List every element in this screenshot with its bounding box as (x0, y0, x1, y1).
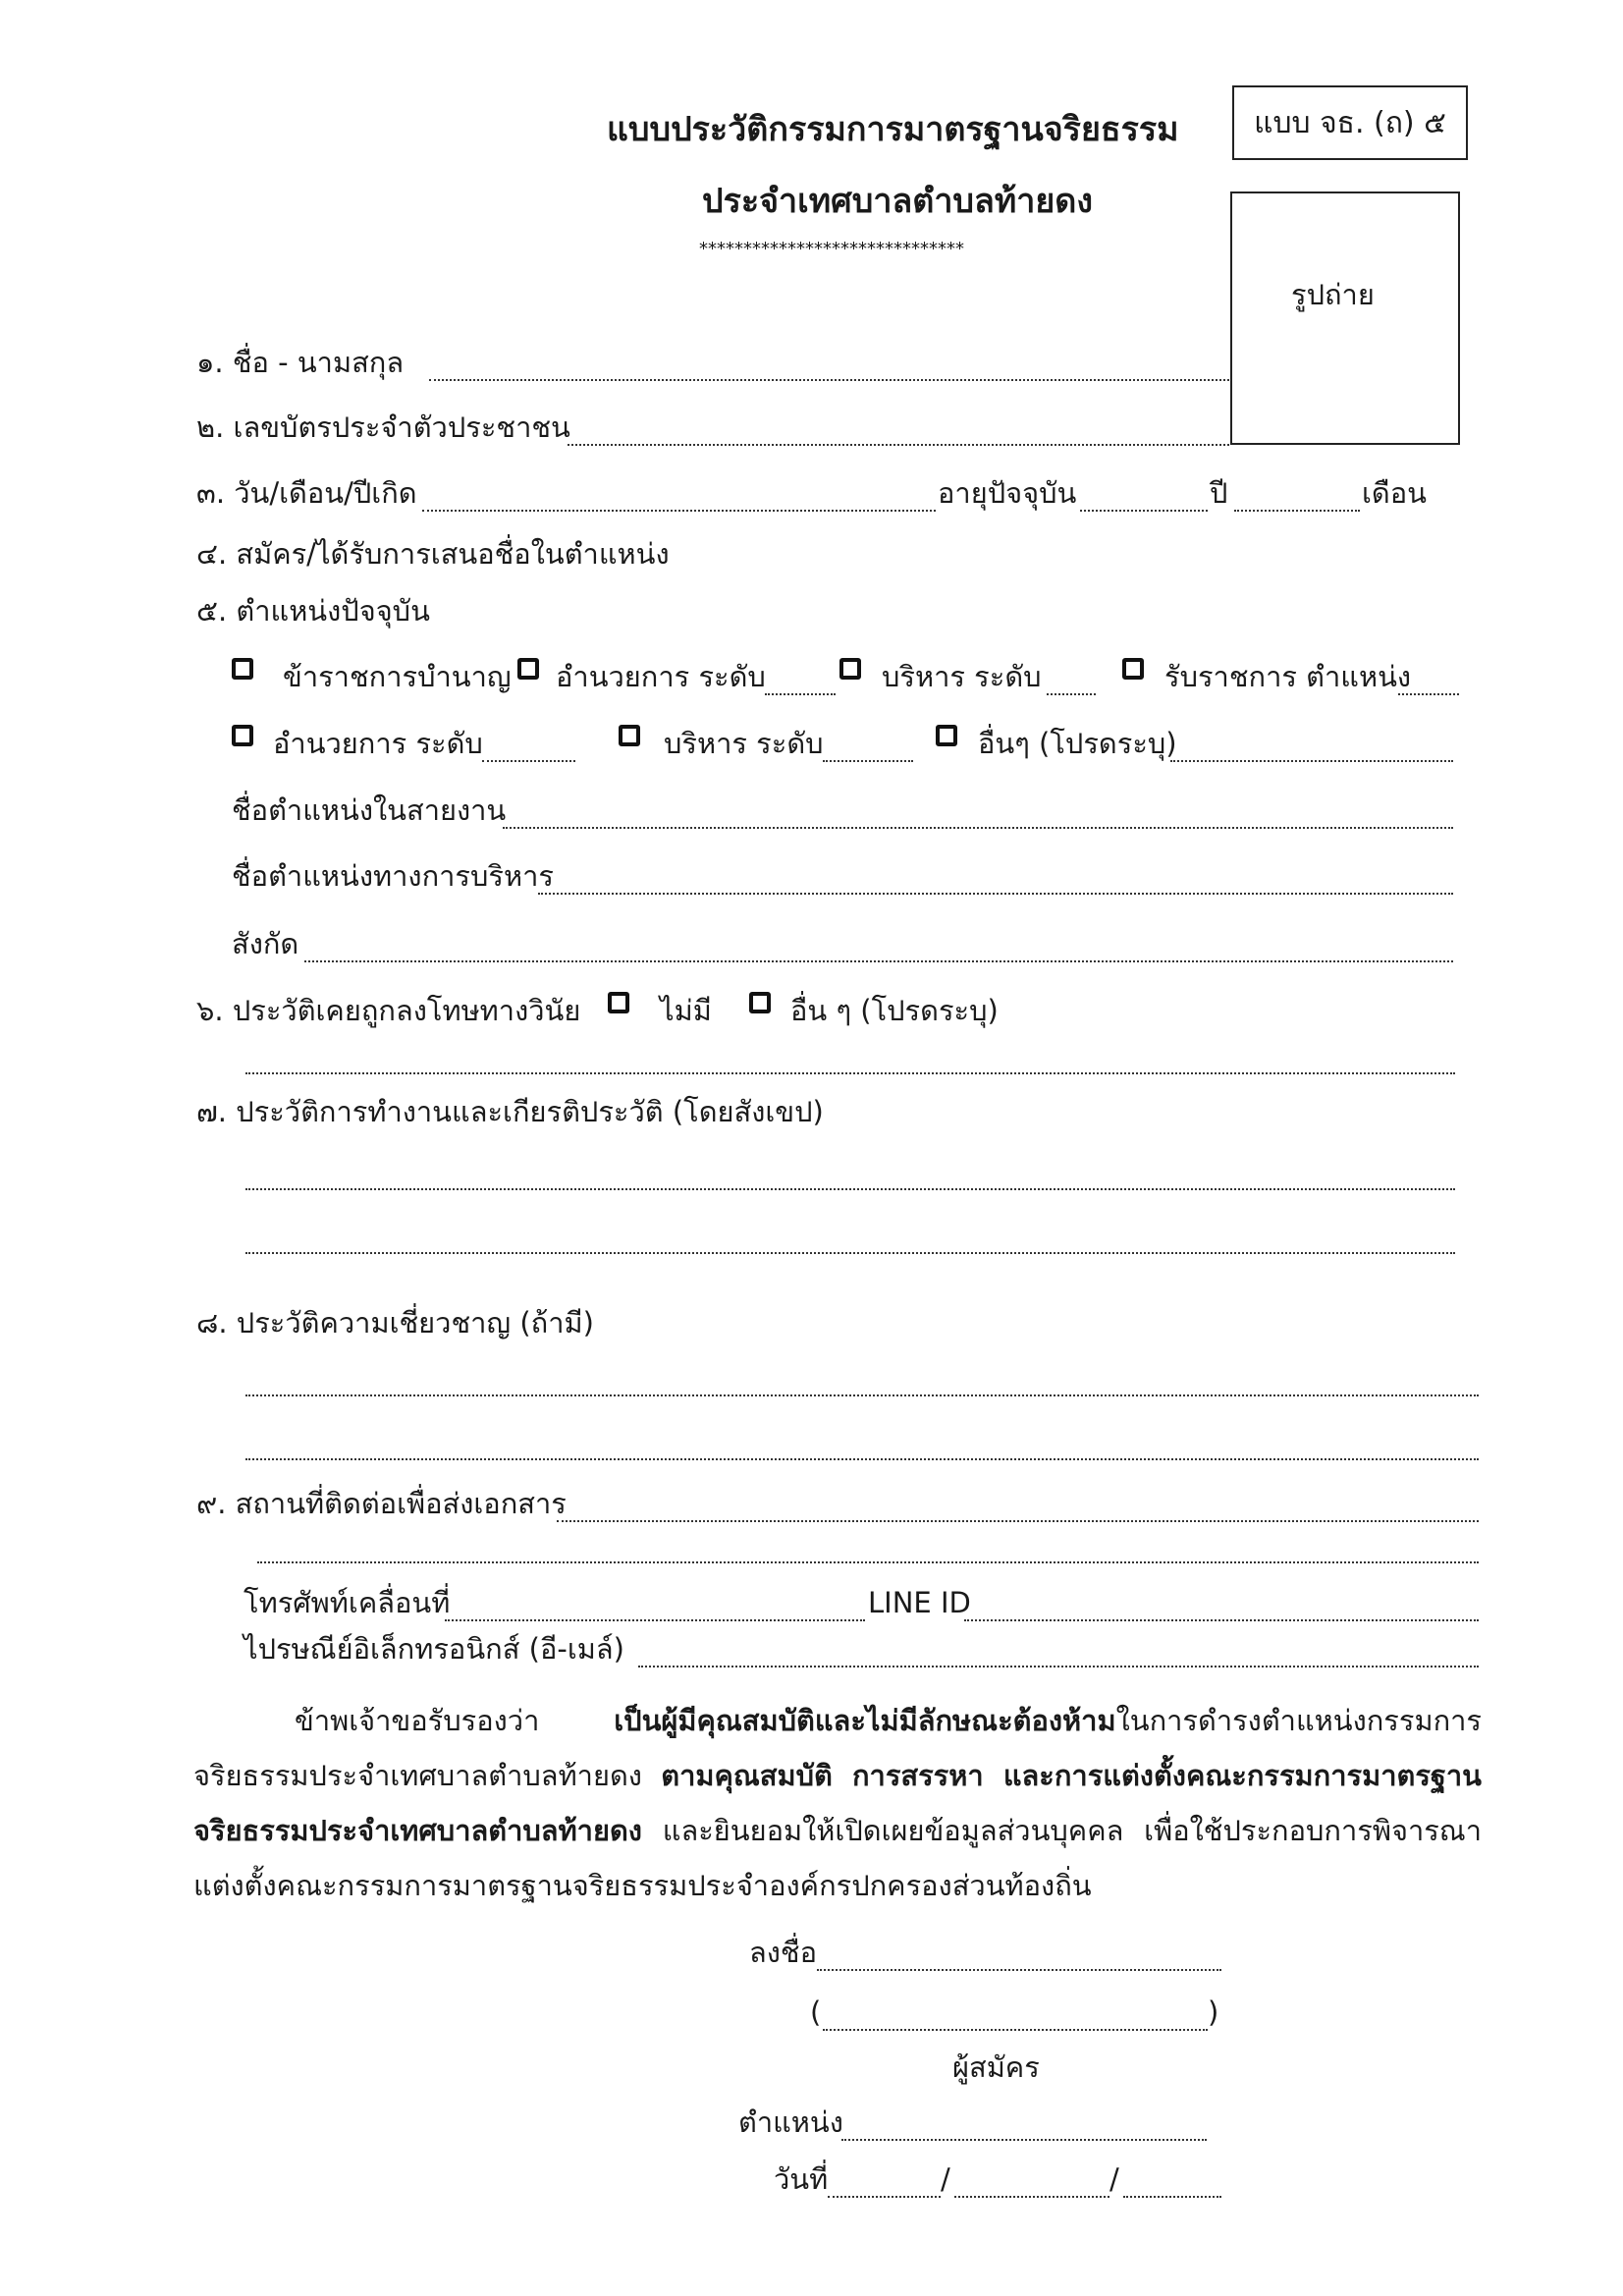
director-1-level-line[interactable] (765, 693, 836, 695)
age-label: อายุปัจจุบัน (938, 476, 1077, 510)
other-specify-line[interactable] (1170, 760, 1453, 762)
checkbox-government[interactable] (1122, 658, 1144, 680)
opt-executive-2-label: บริหาร ระดับ (664, 727, 824, 760)
expertise-line-2[interactable] (245, 1458, 1479, 1460)
checkbox-executive-1[interactable] (839, 658, 861, 680)
mobile-input-line[interactable] (445, 1619, 865, 1621)
line-position-label: ชื่อตำแหน่งในสายงาน (232, 793, 507, 827)
name-open-paren: ( (810, 1995, 822, 2029)
declaration-paragraph: ข้าพเจ้าขอรับรองว่า เป็นผู้มีคุณสมบัติและไม่มีลักษณะต้องห้ามในการดำรงตำแหน่งกรรมการจริยธรรมประจำเทศบาลตำบลท้ายดง ตามคุณสมบัติ การสรรหา และการแต่งตั้งคณะกรรมการมาตรฐานจริยธรรมประจำเทศบาลตำบลท้ายดง และยินยอมให้เปิดเผยข้อมูลส่วนบุคคล เพื่อใช้ประกอบการพิจารณาแต่งตั้งคณะกรรมการมาตรฐานจริยธรรมประจำองค์กรปกครองส่วนท้องถิ่น (193, 1704, 1482, 1902)
field-address-label: ๙. สถานที่ติดต่อเพื่อส่งเอกสาร (196, 1487, 567, 1520)
discipline-none-label: ไม่มี (660, 994, 712, 1027)
checkbox-executive-2[interactable] (619, 725, 640, 746)
form-code-box: แบบ จธ. (ถ) ๕ (1232, 85, 1468, 160)
signature-line[interactable] (817, 1969, 1221, 1971)
date-day-line[interactable] (828, 2196, 941, 2198)
address-line-1[interactable] (557, 1520, 1479, 1522)
executive-2-level-line[interactable] (823, 760, 913, 762)
age-year-input-line[interactable] (1080, 510, 1208, 512)
date-month-line[interactable] (954, 2196, 1109, 2198)
date-year-line[interactable] (1123, 2196, 1221, 2198)
discipline-detail-line[interactable] (245, 1072, 1455, 1074)
name-close-paren: ) (1208, 1995, 1219, 2029)
opt-civil-pension-label: ข้าราชการบำนาญ (283, 660, 512, 693)
line-id-input-line[interactable] (964, 1619, 1479, 1621)
name-input-line[interactable] (429, 379, 1229, 381)
admin-position-label: ชื่อตำแหน่งทางการบริหาร (232, 859, 554, 893)
expertise-line-1[interactable] (245, 1394, 1479, 1396)
mobile-label: โทรศัพท์เคลื่อนที่ (243, 1586, 451, 1619)
government-position-line[interactable] (1398, 693, 1459, 695)
date-slash-1: / (941, 2162, 950, 2196)
photo-box[interactable] (1230, 191, 1460, 445)
title-underline-stars: ****************************** (699, 239, 964, 259)
admin-position-input-line[interactable] (538, 893, 1453, 895)
email-label: ไปรษณีย์อิเล็กทรอนิกส์ (อี-เมล์) (243, 1632, 624, 1666)
work-history-line-1[interactable] (245, 1188, 1455, 1190)
photo-label: รูปถ่าย (1291, 278, 1375, 311)
form-title: แบบประวัติกรรมการมาตรฐานจริยธรรม (607, 110, 1179, 149)
checkbox-director-2[interactable] (232, 725, 253, 746)
email-input-line[interactable] (638, 1666, 1479, 1667)
opt-government-label: รับราชการ ตำแหน่ง (1164, 660, 1412, 693)
field-work-history-label: ๗. ประวัติการทำงานและเกียรติประวัติ (โดยสังเขป) (196, 1095, 824, 1128)
executive-1-level-line[interactable] (1047, 693, 1096, 695)
address-line-2[interactable] (257, 1561, 1479, 1563)
field-id-label: ๒. เลขบัตรประจำตัวประชาชน (196, 410, 570, 444)
opt-executive-1-label: บริหาร ระดับ (882, 660, 1042, 693)
line-id-label: LINE ID (868, 1586, 971, 1619)
field-current-position-label: ๕. ตำแหน่งปัจจุบัน (196, 594, 430, 628)
field-expertise-label: ๘. ประวัติความเชี่ยวชาญ (ถ้ามี) (196, 1306, 594, 1339)
printed-name-line[interactable] (823, 2029, 1208, 2031)
field-applied-position-label: ๔. สมัคร/ได้รับการเสนอชื่อในตำแหน่ง (196, 537, 670, 571)
date-slash-2: / (1109, 2162, 1119, 2196)
affiliation-label: สังกัด (232, 927, 299, 960)
field-name-label: ๑. ชื่อ - นามสกุล (196, 346, 405, 379)
field-dob-label: ๓. วัน/เดือน/ปีเกิด (196, 476, 417, 510)
checkbox-other[interactable] (936, 725, 957, 746)
opt-other-label: อื่นๆ (โปรดระบุ) (978, 727, 1177, 760)
discipline-other-label: อื่น ๆ (โปรดระบุ) (790, 994, 999, 1027)
age-month-label: เดือน (1362, 476, 1427, 510)
opt-director-2-label: อำนวยการ ระดับ (273, 727, 483, 760)
work-history-line-2[interactable] (245, 1252, 1455, 1254)
opt-director-1-label: อำนวยการ ระดับ (556, 660, 766, 693)
signer-position-line[interactable] (841, 2139, 1207, 2141)
checkbox-discipline-none[interactable] (608, 992, 629, 1013)
checkbox-discipline-other[interactable] (749, 992, 771, 1013)
director-2-level-line[interactable] (482, 760, 575, 762)
dob-input-line[interactable] (422, 510, 936, 512)
checkbox-civil-pension[interactable] (232, 658, 253, 680)
line-position-input-line[interactable] (503, 827, 1453, 829)
age-month-input-line[interactable] (1234, 510, 1360, 512)
age-year-label: ปี (1210, 476, 1228, 510)
signature-label: ลงชื่อ (749, 1936, 818, 1969)
applicant-label: ผู้สมัคร (952, 2050, 1040, 2084)
date-label: วันที่ (774, 2162, 829, 2196)
field-discipline-label: ๖. ประวัติเคยถูกลงโทษทางวินัย (196, 994, 581, 1027)
form-subtitle: ประจำเทศบาลตำบลท้ายดง (702, 182, 1093, 221)
id-input-line[interactable] (568, 444, 1229, 446)
affiliation-input-line[interactable] (304, 960, 1453, 962)
checkbox-director-1[interactable] (517, 658, 539, 680)
signer-position-label: ตำแหน่ง (738, 2105, 843, 2139)
